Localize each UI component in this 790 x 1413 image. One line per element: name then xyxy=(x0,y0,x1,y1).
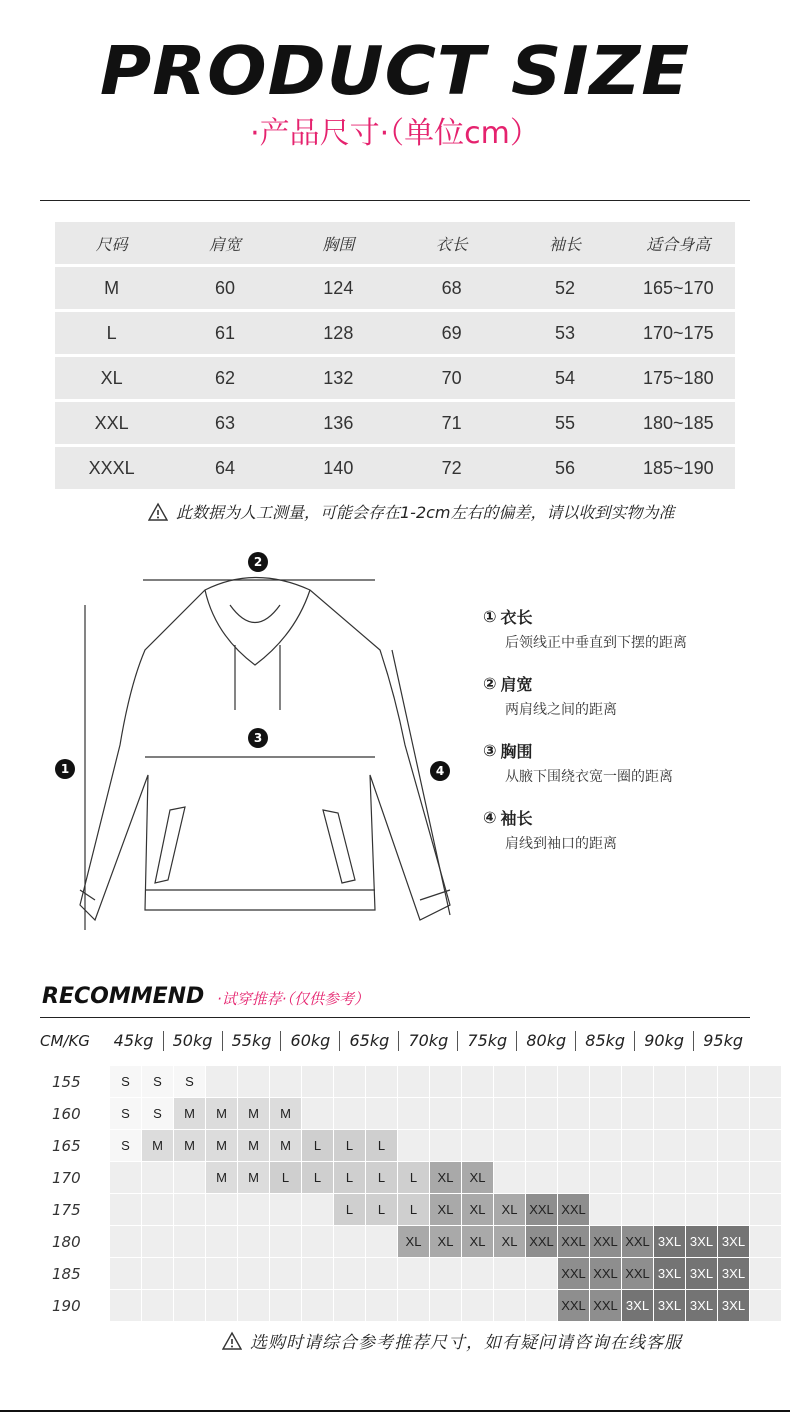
grid-cell: M xyxy=(270,1098,301,1129)
grid-cell xyxy=(718,1130,749,1161)
grid-cell xyxy=(622,1162,653,1193)
grid-cell xyxy=(622,1098,653,1129)
grid-cell xyxy=(238,1226,269,1257)
grid-row xyxy=(40,1194,782,1226)
grid-cell xyxy=(110,1258,141,1289)
grid-cell xyxy=(430,1130,461,1161)
grid-cell xyxy=(238,1290,269,1321)
grid-cell xyxy=(654,1162,685,1193)
grid-cell xyxy=(750,1098,781,1129)
grid-cell xyxy=(334,1290,365,1321)
grid-cell xyxy=(174,1226,205,1257)
grid-cell xyxy=(110,1290,141,1321)
grid-cell xyxy=(590,1194,621,1225)
grid-cell: S xyxy=(110,1098,141,1129)
grid-cell xyxy=(110,1162,141,1193)
table-row xyxy=(55,402,735,444)
grid-cell xyxy=(494,1098,525,1129)
grid-cell: 3XL xyxy=(686,1258,717,1289)
grid-cell: L xyxy=(398,1162,429,1193)
grid-cell xyxy=(526,1066,557,1097)
grid-cell: 3XL xyxy=(686,1290,717,1321)
grid-cell xyxy=(366,1066,397,1097)
grid-cell: M xyxy=(142,1130,173,1161)
grid-cell xyxy=(494,1066,525,1097)
grid-cell xyxy=(590,1130,621,1161)
grid-cell xyxy=(750,1130,781,1161)
grid-cell: XXL xyxy=(558,1194,589,1225)
weight-label: 50kg xyxy=(163,1031,222,1051)
table-cell: 64 xyxy=(214,457,235,478)
height-label: 165 xyxy=(52,1137,81,1155)
grid-cell xyxy=(686,1194,717,1225)
height-label: 155 xyxy=(52,1073,81,1091)
grid-cell xyxy=(654,1130,685,1161)
marker-label: 2 xyxy=(253,555,263,569)
legend-desc: 两肩线之间的距离 xyxy=(505,702,617,718)
grid-cell: S xyxy=(142,1066,173,1097)
page-subtitle: ·产品尺寸·（单位cm） xyxy=(250,116,540,151)
grid-row xyxy=(40,1162,782,1194)
legend-desc: 从腋下围绕衣宽一圈的距离 xyxy=(505,769,673,785)
table-cell: 124 xyxy=(323,277,354,298)
height-label: 170 xyxy=(52,1169,81,1187)
grid-cell xyxy=(718,1162,749,1193)
grid-cell xyxy=(302,1258,333,1289)
table-row xyxy=(55,267,735,309)
grid-cell: XXL xyxy=(590,1258,621,1289)
grid-cell: XL xyxy=(430,1226,461,1257)
grid-cell xyxy=(462,1066,493,1097)
grid-cell xyxy=(686,1162,717,1193)
grid-cell: S xyxy=(142,1098,173,1129)
grid-cell xyxy=(590,1098,621,1129)
grid-cell xyxy=(142,1226,173,1257)
table-cell: 63 xyxy=(214,412,235,433)
grid-cell xyxy=(270,1226,301,1257)
table-cell: 55 xyxy=(554,412,575,433)
grid-cell xyxy=(206,1258,237,1289)
grid-cell: M xyxy=(238,1130,269,1161)
table-cell: 68 xyxy=(441,277,462,298)
grid-cell xyxy=(270,1290,301,1321)
grid-cell: 3XL xyxy=(718,1258,749,1289)
grid-cell: XXL xyxy=(558,1258,589,1289)
grid-cell xyxy=(654,1066,685,1097)
table-cell: 61 xyxy=(214,322,235,343)
measurement-note xyxy=(148,500,675,523)
table-cell: L xyxy=(106,322,117,343)
grid-cell xyxy=(750,1194,781,1225)
table-cell: 70 xyxy=(441,367,462,388)
grid-cell xyxy=(622,1194,653,1225)
grid-cell: XXL xyxy=(590,1226,621,1257)
grid-cell: S xyxy=(174,1066,205,1097)
grid-cell xyxy=(270,1066,301,1097)
table-cell: 尺码 xyxy=(95,234,128,254)
grid-row xyxy=(40,1098,782,1130)
grid-cell xyxy=(526,1290,557,1321)
table-cell: XXL xyxy=(94,412,129,433)
recommend-title: RECOMMEND xyxy=(42,984,205,1009)
height-label: 180 xyxy=(52,1233,81,1251)
grid-cell xyxy=(302,1194,333,1225)
grid-cell: XL xyxy=(462,1194,493,1225)
table-cell: 132 xyxy=(323,367,354,388)
grid-cell xyxy=(686,1066,717,1097)
divider xyxy=(0,1410,790,1412)
grid-cell xyxy=(590,1066,621,1097)
grid-cell: 3XL xyxy=(718,1226,749,1257)
grid-cell: XXL xyxy=(558,1226,589,1257)
grid-cell xyxy=(206,1290,237,1321)
grid-cell xyxy=(494,1162,525,1193)
grid-cell xyxy=(462,1258,493,1289)
grid-cell xyxy=(238,1066,269,1097)
grid-cell xyxy=(526,1098,557,1129)
grid-cell xyxy=(558,1066,589,1097)
table-cell: 69 xyxy=(441,322,462,343)
table-cell: 71 xyxy=(441,412,462,433)
legend-title: 袖长 xyxy=(500,809,533,828)
grid-row xyxy=(40,1226,782,1258)
legend-title: 衣长 xyxy=(500,608,533,627)
grid-cell xyxy=(526,1162,557,1193)
grid-cell: L xyxy=(366,1194,397,1225)
grid-cell: L xyxy=(366,1130,397,1161)
warning-icon xyxy=(148,502,168,522)
grid-cell: L xyxy=(302,1130,333,1161)
grid-cell xyxy=(174,1290,205,1321)
grid-cell: XL xyxy=(494,1226,525,1257)
grid-cell xyxy=(654,1098,685,1129)
grid-cell: M xyxy=(270,1130,301,1161)
grid-cell xyxy=(526,1258,557,1289)
grid-cell: L xyxy=(270,1162,301,1193)
weight-label: 45kg xyxy=(113,1031,154,1050)
grid-cell: L xyxy=(366,1162,397,1193)
table-cell: 140 xyxy=(323,457,354,478)
grid-row xyxy=(40,1066,782,1098)
legend-num: ③ xyxy=(483,741,497,760)
table-cell: 53 xyxy=(554,322,575,343)
height-label: 190 xyxy=(52,1297,81,1315)
legend-title: 肩宽 xyxy=(500,675,533,694)
grid-cell xyxy=(238,1258,269,1289)
height-label: 175 xyxy=(52,1201,81,1219)
weight-label: 90kg xyxy=(634,1031,693,1051)
legend-num: ① xyxy=(483,607,497,626)
grid-cell xyxy=(334,1066,365,1097)
table-row xyxy=(55,357,735,399)
grid-cell xyxy=(686,1098,717,1129)
grid-cell xyxy=(462,1130,493,1161)
grid-cell xyxy=(750,1290,781,1321)
grid-cell xyxy=(270,1258,301,1289)
table-row xyxy=(55,312,735,354)
grid-cell xyxy=(142,1258,173,1289)
grid-cell: XXL xyxy=(622,1258,653,1289)
grid-cell xyxy=(142,1194,173,1225)
marker-label: 1 xyxy=(60,762,70,776)
grid-cell: 3XL xyxy=(654,1226,685,1257)
table-cell: 165~170 xyxy=(643,277,714,298)
grid-cell: XL xyxy=(430,1194,461,1225)
grid-cell: XXL xyxy=(526,1226,557,1257)
grid-cell: XL xyxy=(430,1162,461,1193)
table-cell: 136 xyxy=(323,412,354,433)
grid-cell: M xyxy=(174,1130,205,1161)
grid-cell xyxy=(398,1258,429,1289)
grid-cell: S xyxy=(110,1066,141,1097)
purchase-note xyxy=(222,1328,682,1353)
grid-cell xyxy=(750,1162,781,1193)
weight-label: 55kg xyxy=(222,1031,281,1051)
weight-label: 75kg xyxy=(457,1031,516,1051)
grid-cell xyxy=(718,1194,749,1225)
warning-icon xyxy=(222,1331,242,1351)
grid-cell xyxy=(174,1162,205,1193)
legend-num: ④ xyxy=(483,808,497,827)
table-cell: 袖长 xyxy=(548,234,581,254)
grid-cell xyxy=(558,1162,589,1193)
grid-cell xyxy=(174,1258,205,1289)
grid-cell: L xyxy=(334,1194,365,1225)
grid-cell: 3XL xyxy=(622,1290,653,1321)
grid-cell xyxy=(110,1226,141,1257)
grid-cell: 3XL xyxy=(718,1290,749,1321)
table-cell: 175~180 xyxy=(643,367,714,388)
legend-item xyxy=(483,672,773,719)
table-cell: 170~175 xyxy=(643,322,714,343)
legend-item xyxy=(483,806,773,853)
grid-cell: M xyxy=(206,1130,237,1161)
size-table xyxy=(55,222,735,492)
legend-desc: 肩线到袖口的距离 xyxy=(505,836,617,852)
grid-cell xyxy=(366,1098,397,1129)
grid-cell: XL xyxy=(462,1226,493,1257)
grid-cell xyxy=(302,1290,333,1321)
weight-header xyxy=(40,1030,752,1052)
table-cell: 胸围 xyxy=(322,234,355,254)
grid-cell: XL xyxy=(462,1162,493,1193)
table-cell: XL xyxy=(100,367,123,388)
corner-label: CM/KG xyxy=(40,1032,90,1050)
grid-row xyxy=(40,1130,782,1162)
grid-cell xyxy=(334,1226,365,1257)
table-cell: 适合身高 xyxy=(646,234,711,254)
divider xyxy=(40,1017,750,1018)
grid-row xyxy=(40,1258,782,1290)
grid-cell: L xyxy=(398,1194,429,1225)
grid-cell xyxy=(494,1130,525,1161)
grid-cell xyxy=(430,1290,461,1321)
grid-cell xyxy=(590,1162,621,1193)
grid-cell: XXL xyxy=(622,1226,653,1257)
grid-cell: 3XL xyxy=(654,1290,685,1321)
page-title: PRODUCT SIZE xyxy=(99,32,691,110)
table-cell: 衣长 xyxy=(435,234,468,254)
grid-cell xyxy=(206,1194,237,1225)
grid-cell: M xyxy=(238,1098,269,1129)
grid-cell: XXL xyxy=(558,1290,589,1321)
legend-title: 胸围 xyxy=(500,742,533,761)
legend-item xyxy=(483,739,773,786)
table-row xyxy=(55,447,735,489)
grid-cell: M xyxy=(206,1098,237,1129)
table-cell: 185~190 xyxy=(643,457,714,478)
weight-label: 65kg xyxy=(339,1031,398,1051)
grid-cell xyxy=(558,1130,589,1161)
grid-row xyxy=(40,1290,782,1322)
grid-cell xyxy=(686,1130,717,1161)
grid-cell: L xyxy=(302,1162,333,1193)
weight-label: 80kg xyxy=(516,1031,575,1051)
marker-label: 3 xyxy=(253,731,263,745)
weight-label: 85kg xyxy=(575,1031,634,1051)
grid-cell xyxy=(622,1066,653,1097)
table-cell: 72 xyxy=(441,457,462,478)
grid-cell: XL xyxy=(494,1194,525,1225)
grid-cell xyxy=(366,1258,397,1289)
grid-cell: S xyxy=(110,1130,141,1161)
grid-cell xyxy=(366,1226,397,1257)
grid-cell xyxy=(654,1194,685,1225)
grid-cell xyxy=(750,1226,781,1257)
weight-label: 70kg xyxy=(398,1031,457,1051)
measurement-legend xyxy=(483,605,773,873)
grid-cell xyxy=(238,1194,269,1225)
grid-cell xyxy=(334,1258,365,1289)
grid-cell xyxy=(206,1066,237,1097)
grid-cell xyxy=(430,1066,461,1097)
height-label: 160 xyxy=(52,1105,81,1123)
grid-cell xyxy=(302,1098,333,1129)
grid-cell: XL xyxy=(398,1226,429,1257)
grid-cell xyxy=(430,1258,461,1289)
grid-cell xyxy=(494,1290,525,1321)
grid-cell xyxy=(366,1290,397,1321)
table-header-row xyxy=(55,222,735,264)
grid-cell: M xyxy=(206,1162,237,1193)
grid-cell xyxy=(174,1194,205,1225)
grid-cell xyxy=(430,1098,461,1129)
table-cell: 62 xyxy=(214,367,235,388)
recommend-grid xyxy=(40,1066,782,1322)
table-cell: 肩宽 xyxy=(208,234,241,254)
grid-cell xyxy=(110,1194,141,1225)
table-cell: 128 xyxy=(323,322,354,343)
table-cell: M xyxy=(104,277,120,298)
purchase-note-text: 选购时请综合参考推荐尺寸，如有疑问请咨询在线客服 xyxy=(250,1333,682,1353)
grid-cell xyxy=(302,1226,333,1257)
grid-cell: 3XL xyxy=(686,1226,717,1257)
grid-cell xyxy=(142,1290,173,1321)
grid-cell xyxy=(494,1258,525,1289)
grid-cell xyxy=(398,1066,429,1097)
height-label: 185 xyxy=(52,1265,81,1283)
grid-cell xyxy=(718,1066,749,1097)
grid-cell xyxy=(334,1098,365,1129)
legend-desc: 后领线正中垂直到下摆的距离 xyxy=(505,635,687,651)
grid-cell: M xyxy=(174,1098,205,1129)
weight-label: 95kg xyxy=(693,1031,752,1051)
grid-cell: L xyxy=(334,1130,365,1161)
grid-cell xyxy=(750,1258,781,1289)
table-cell: 56 xyxy=(554,457,575,478)
recommend-subtitle: ·试穿推荐·（仅供参考） xyxy=(217,990,370,1008)
grid-cell xyxy=(526,1130,557,1161)
grid-cell xyxy=(622,1130,653,1161)
grid-cell xyxy=(750,1066,781,1097)
table-cell: 52 xyxy=(554,277,575,298)
grid-cell: XXL xyxy=(526,1194,557,1225)
grid-cell: XXL xyxy=(590,1290,621,1321)
grid-cell: L xyxy=(334,1162,365,1193)
grid-cell xyxy=(142,1162,173,1193)
grid-cell xyxy=(462,1290,493,1321)
grid-cell xyxy=(270,1194,301,1225)
grid-cell xyxy=(206,1226,237,1257)
grid-cell xyxy=(462,1098,493,1129)
table-cell: 180~185 xyxy=(643,412,714,433)
grid-cell xyxy=(398,1130,429,1161)
grid-cell xyxy=(558,1098,589,1129)
legend-item xyxy=(483,605,773,652)
table-cell: XXXL xyxy=(88,457,135,478)
grid-cell xyxy=(718,1098,749,1129)
legend-num: ② xyxy=(483,674,497,693)
hoodie-diagram xyxy=(40,545,470,945)
marker-label: 4 xyxy=(435,764,445,778)
grid-cell: M xyxy=(238,1162,269,1193)
table-cell: 54 xyxy=(554,367,575,388)
table-cell: 60 xyxy=(214,277,235,298)
measurement-note-text: 此数据为人工测量，可能会存在1-2cm左右的偏差，请以收到实物为准 xyxy=(176,503,675,522)
grid-cell xyxy=(398,1098,429,1129)
weight-label: 60kg xyxy=(280,1031,339,1051)
divider xyxy=(40,200,750,201)
grid-cell: 3XL xyxy=(654,1258,685,1289)
grid-cell xyxy=(398,1290,429,1321)
grid-cell xyxy=(302,1066,333,1097)
